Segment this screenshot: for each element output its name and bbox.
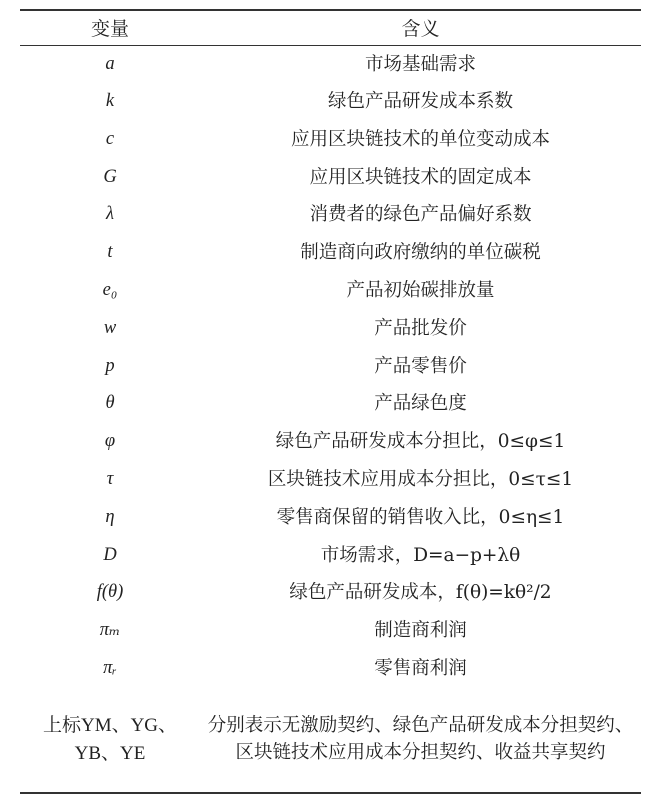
variable-symbol: λ (105, 204, 114, 225)
table-row (20, 650, 641, 688)
header-variable: 变量 (20, 10, 200, 45)
table-row (20, 536, 641, 574)
table-row (20, 574, 641, 612)
variable-symbol: τ (106, 469, 114, 490)
table-row (20, 272, 641, 310)
variable-symbol: w (103, 317, 117, 338)
variable-symbol: c (105, 128, 115, 149)
table-row (20, 423, 641, 461)
table-row (20, 83, 641, 121)
table-row (20, 499, 641, 537)
table-row (20, 688, 641, 793)
table-row (20, 45, 641, 83)
variable-meaning: 制造商向政府缴纳的单位碳税 (300, 242, 541, 264)
table-row (20, 310, 641, 348)
variable-meaning: 绿色产品研发成本系数 (327, 91, 513, 113)
variable-symbol: k (105, 91, 115, 112)
variable-symbol: φ (104, 431, 116, 452)
variable-symbol: G (103, 166, 117, 187)
variable-meaning: 零售商利润 (374, 658, 467, 680)
variable-meaning: 消费者的绿色产品偏好系数 (309, 204, 532, 226)
variable-meaning: 产品初始碳排放量 (346, 280, 495, 302)
variable-definition-table (20, 9, 641, 794)
header-meaning: 含义 (200, 10, 641, 45)
table-row (20, 347, 641, 385)
variable-meaning: 制造商利润 (374, 620, 467, 642)
variable-symbol: πᵣ (103, 658, 117, 679)
variable-symbol: η (105, 506, 115, 527)
variable-symbol: 上标YM、YG、YB、YE (20, 688, 200, 793)
variable-symbol: D (103, 544, 117, 565)
variable-meaning: 应用区块链技术的固定成本 (309, 166, 532, 188)
table-row (20, 385, 641, 423)
table-row (20, 158, 641, 196)
variable-symbol: πₘ (99, 620, 121, 641)
variable-symbol: f(θ) (96, 582, 124, 603)
variable-meaning: 绿色产品研发成本分担比，0≤φ≤1 (275, 431, 566, 453)
variable-meaning: 零售商保留的销售收入比，0≤η≤1 (276, 506, 565, 528)
variable-meaning: 产品零售价 (374, 355, 467, 377)
variable-meaning: 应用区块链技术的单位变动成本 (290, 128, 550, 150)
variable-meaning: 市场基础需求 (364, 53, 476, 75)
variable-symbol: a (105, 53, 115, 74)
table-row (20, 196, 641, 234)
variable-symbol: p (105, 355, 115, 376)
variable-meaning: 绿色产品研发成本，f(θ)=kθ²/2 (289, 582, 552, 604)
variable-symbol: t (107, 242, 113, 263)
variable-meaning: 分别表示无激励契约、绿色产品研发成本分担契约、区块链技术应用成本分担契约、收益共享契约 (200, 688, 641, 793)
variable-symbol: θ (105, 393, 115, 414)
table-row (20, 234, 641, 272)
variable-meaning: 区块链技术应用成本分担比，0≤τ≤1 (267, 469, 574, 491)
table-header-row (20, 10, 641, 45)
variable-meaning: 市场需求，D=a−p+λθ (320, 544, 521, 566)
variable-meaning: 产品绿色度 (374, 393, 467, 415)
table-row (20, 461, 641, 499)
variable-meaning: 产品批发价 (374, 317, 467, 339)
variable-symbol: e₀ (102, 280, 118, 301)
table-row (20, 121, 641, 159)
table-row (20, 612, 641, 650)
